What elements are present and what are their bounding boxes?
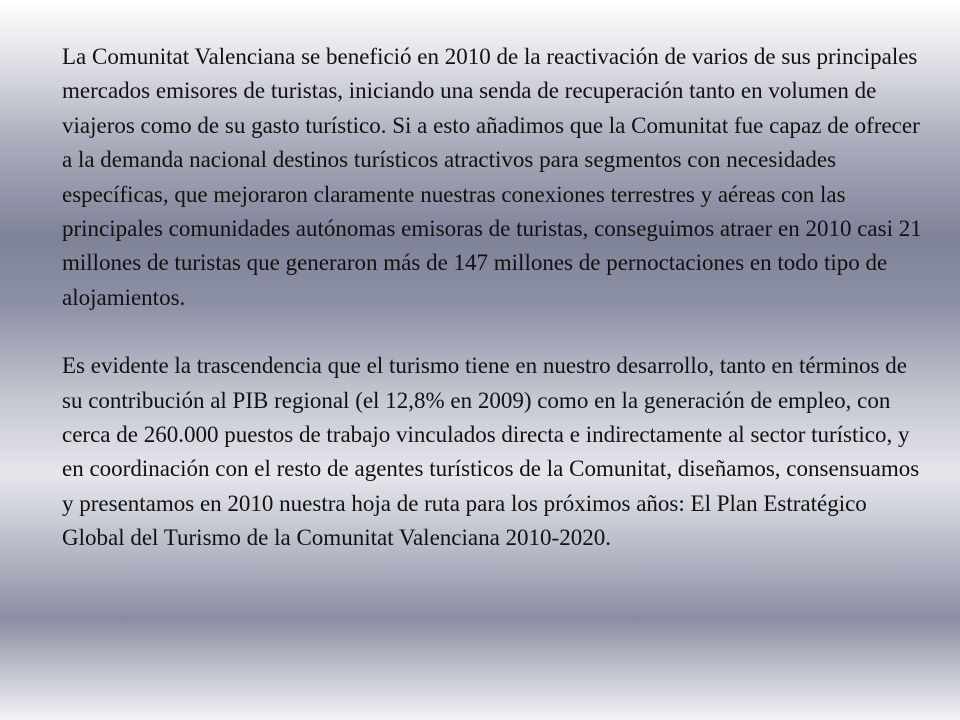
paragraph-strategic-plan: Es evidente la trascendencia que el turismo tiene en nuestro desarrollo, tanto en términos de su contribución al PIB regional (el 12,8% en 2009) como en la generación de empleo, con cerca de 260.000 puestos de trabajo vinculados directa e indirectamente al sector turístico, y en coordinación con el resto de agentes turísticos de la Comunitat, diseñamos, consensuamos y presentamos en 2010 nuestra hoja de ruta para los próximos años: El Plan Estratégico Global del Turismo de la Comunitat Valenciana 2010-2020. — [62, 353, 920, 551]
paragraph-tourism-recovery-2010: La Comunitat Valenciana se benefició en 2010 de la reactivación de varios de sus principales mercados emisores de turistas, iniciando una senda de recuperación tanto en volumen de viajeros como de su gasto turístico. Si a esto añadimos que la Comunitat fue capaz de ofrecer a la demanda nacional destinos turísticos atractivos para segmentos con necesidades específicas, que mejoraron claramente nuestras conexiones terrestres y aéreas con las principales comunidades autónomas emisoras de turistas, conseguimos atraer en 2010 casi 21 millones de turistas que generaron más de 147 millones de pernoctaciones en todo tipo de alojamientos. — [62, 44, 922, 310]
slide-text-body — [62, 40, 928, 556]
